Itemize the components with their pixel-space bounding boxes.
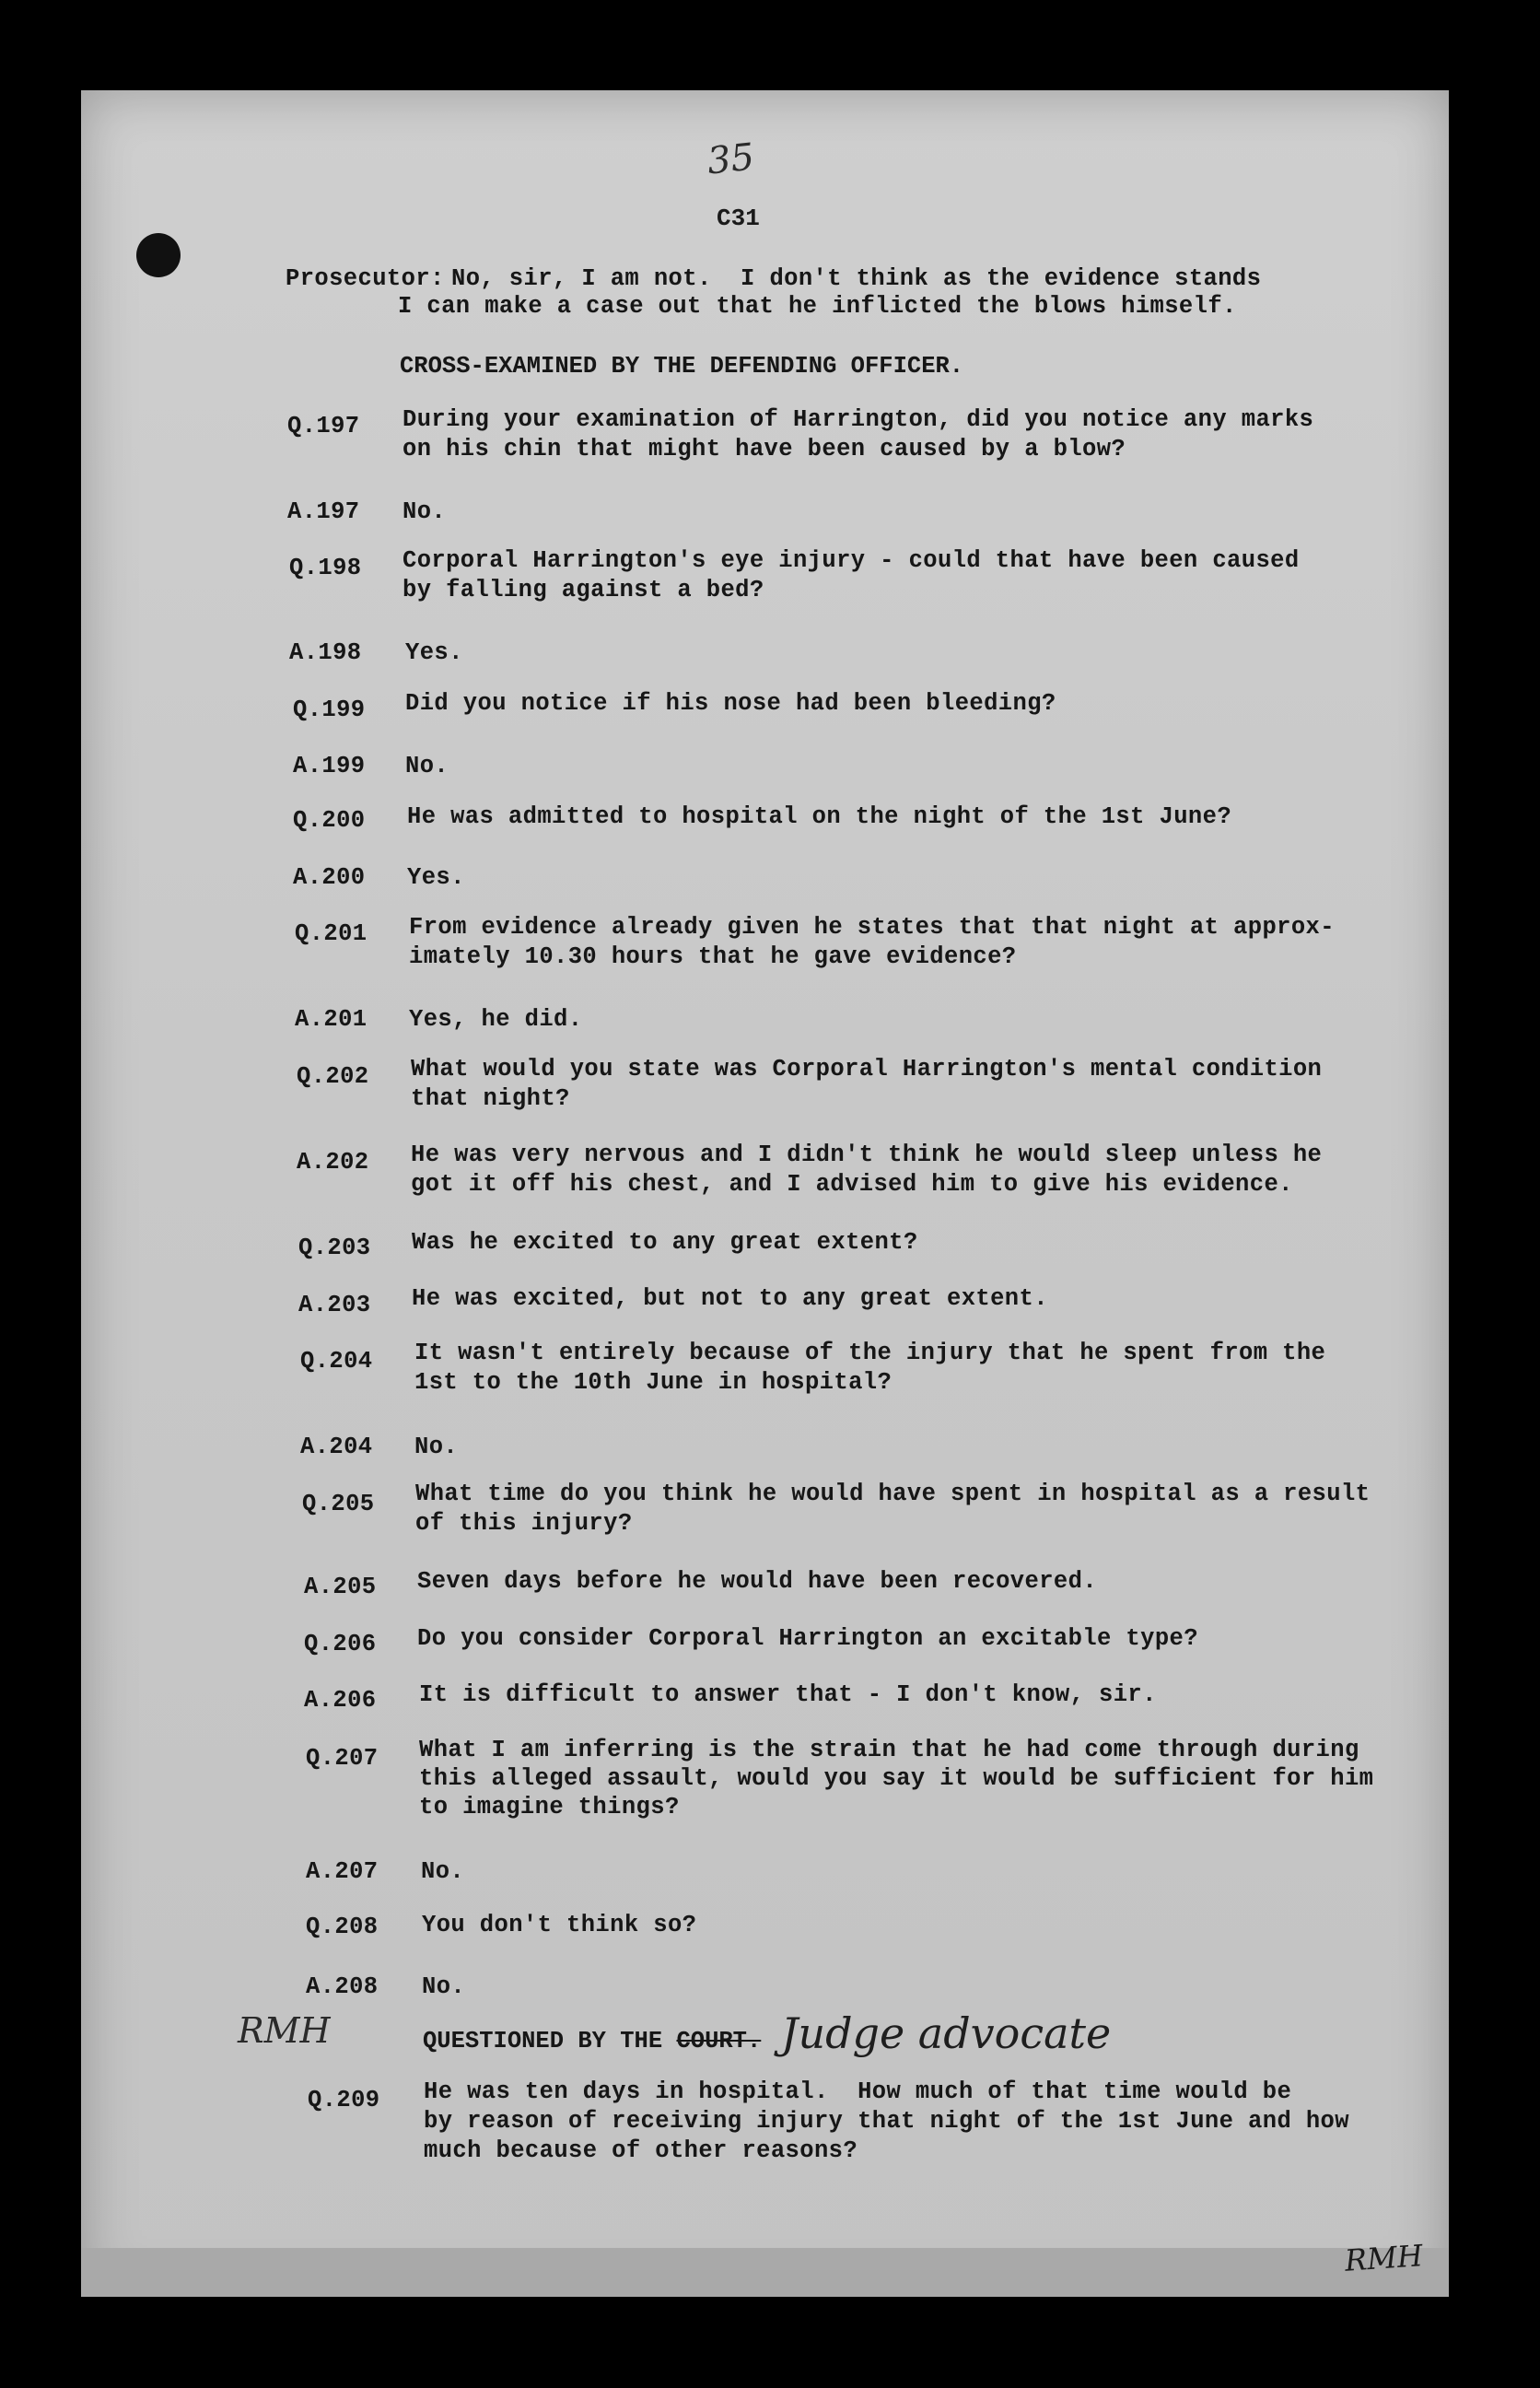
entry-line: by reason of receiving injury that night of the 1st June and how — [424, 2108, 1349, 2135]
entry-number: Q.202 — [297, 1063, 369, 1090]
entry-line: this alleged assault, would you say it would be sufficient for him — [419, 1765, 1374, 1792]
entry-number: Q.204 — [300, 1348, 373, 1375]
entry-line: got it off his chest, and I advised him to give his evidence. — [411, 1171, 1293, 1198]
entry-number: A.198 — [289, 639, 362, 666]
entry-line: Yes, he did. — [409, 1006, 583, 1033]
entry-number: A.201 — [295, 1006, 368, 1033]
corner-initials: RMH — [1343, 2238, 1424, 2278]
entry-line: imately 10.30 hours that he gave evidence? — [409, 943, 1017, 970]
entry-number: A.206 — [304, 1687, 377, 1714]
entry-number: Q.200 — [293, 807, 366, 834]
entry-line: to imagine things? — [419, 1794, 680, 1820]
page-bottom-edge — [81, 2248, 1449, 2297]
entry-number: Q.198 — [289, 555, 362, 581]
entry-number: Q.199 — [293, 696, 366, 723]
entry-line: Was he excited to any great extent? — [412, 1229, 918, 1256]
typed-page-number: C31 — [717, 205, 760, 232]
entry-line: by falling against a bed? — [402, 577, 764, 603]
entry-line: 1st to the 10th June in hospital? — [414, 1369, 892, 1396]
entry-number: Q.205 — [302, 1491, 375, 1517]
entry-line: on his chin that might have been caused by a blow? — [402, 436, 1126, 462]
entry-line: What I am inferring is the strain that he had come through during — [419, 1737, 1359, 1763]
entry-line: It wasn't entirely because of the injury that he spent from the — [414, 1340, 1326, 1366]
entry-number: A.199 — [293, 753, 366, 779]
entry-line: much because of other reasons? — [424, 2137, 858, 2164]
prosecutor-line-2: I can make a case out that he inflicted the blows himself. — [398, 293, 1237, 320]
entry-number: Q.207 — [306, 1745, 379, 1772]
entry-line: He was very nervous and I didn't think he would sleep unless he — [411, 1141, 1323, 1168]
entry-line: Corporal Harrington's eye injury - could that have been caused — [402, 547, 1300, 574]
entry-number: A.197 — [287, 498, 360, 525]
entry-line: No. — [422, 1973, 466, 2000]
entry-number: Q.203 — [298, 1235, 371, 1261]
entry-line: What time do you think he would have spent in hospital as a result — [415, 1481, 1371, 1507]
section-heading-questioned: QUESTIONED BY THE COURT. — [423, 2028, 762, 2054]
entry-line: He was admitted to hospital on the night of the 1st June? — [407, 803, 1232, 830]
entry-number: Q.206 — [304, 1631, 377, 1657]
entry-number: Q.208 — [306, 1914, 379, 1940]
entry-number: A.203 — [298, 1292, 371, 1318]
struck-out-word: COURT. — [676, 2028, 762, 2054]
entry-line: No. — [405, 753, 449, 779]
entry-number: Q.197 — [287, 413, 360, 439]
entry-line: You don't think so? — [422, 1912, 697, 1938]
entry-number: Q.201 — [295, 920, 368, 947]
entry-line: that night? — [411, 1085, 570, 1112]
entry-line: Yes. — [405, 639, 463, 666]
entry-number: Q.209 — [308, 2087, 380, 2113]
entry-number: A.207 — [306, 1858, 379, 1885]
entry-line: He was ten days in hospital. How much of that time would be — [424, 2078, 1292, 2105]
entry-line: No. — [414, 1434, 459, 1460]
entry-line: Yes. — [407, 864, 465, 891]
entry-number: A.204 — [300, 1434, 373, 1460]
prosecutor-label: Prosecutor: — [286, 265, 445, 292]
entry-line: Do you consider Corporal Harrington an excitable type? — [417, 1625, 1198, 1652]
entry-number: A.208 — [306, 1973, 379, 2000]
entry-line: No. — [421, 1858, 465, 1885]
entry-line: From evidence already given he states that that night at approx- — [409, 914, 1335, 941]
punch-hole — [136, 233, 181, 277]
handwritten-correction: Judge advocate — [781, 2008, 1112, 2058]
entry-line: of this injury? — [415, 1510, 633, 1537]
entry-line: He was excited, but not to any great extent. — [412, 1285, 1048, 1312]
entry-line: During your examination of Harrington, did you notice any marks — [402, 406, 1314, 433]
entry-line: Did you notice if his nose had been bleeding? — [405, 690, 1056, 717]
entry-number: A.202 — [297, 1149, 369, 1176]
handwritten-page-number: 35 — [705, 135, 757, 183]
entry-number: A.205 — [304, 1574, 377, 1600]
entry-line: It is difficult to answer that - I don't know, sir. — [419, 1681, 1157, 1708]
entry-number: A.200 — [293, 864, 366, 891]
section-heading-cross-examined: CROSS-EXAMINED BY THE DEFENDING OFFICER. — [400, 353, 964, 380]
handwritten-initials: RMH — [238, 2010, 331, 2051]
entry-line: No. — [402, 498, 447, 525]
prosecutor-line-1: No, sir, I am not. I don't think as the evidence stands — [451, 265, 1262, 292]
entry-line: Seven days before he would have been recovered. — [417, 1568, 1098, 1595]
entry-line: What would you state was Corporal Harrington's mental condition — [411, 1056, 1323, 1083]
